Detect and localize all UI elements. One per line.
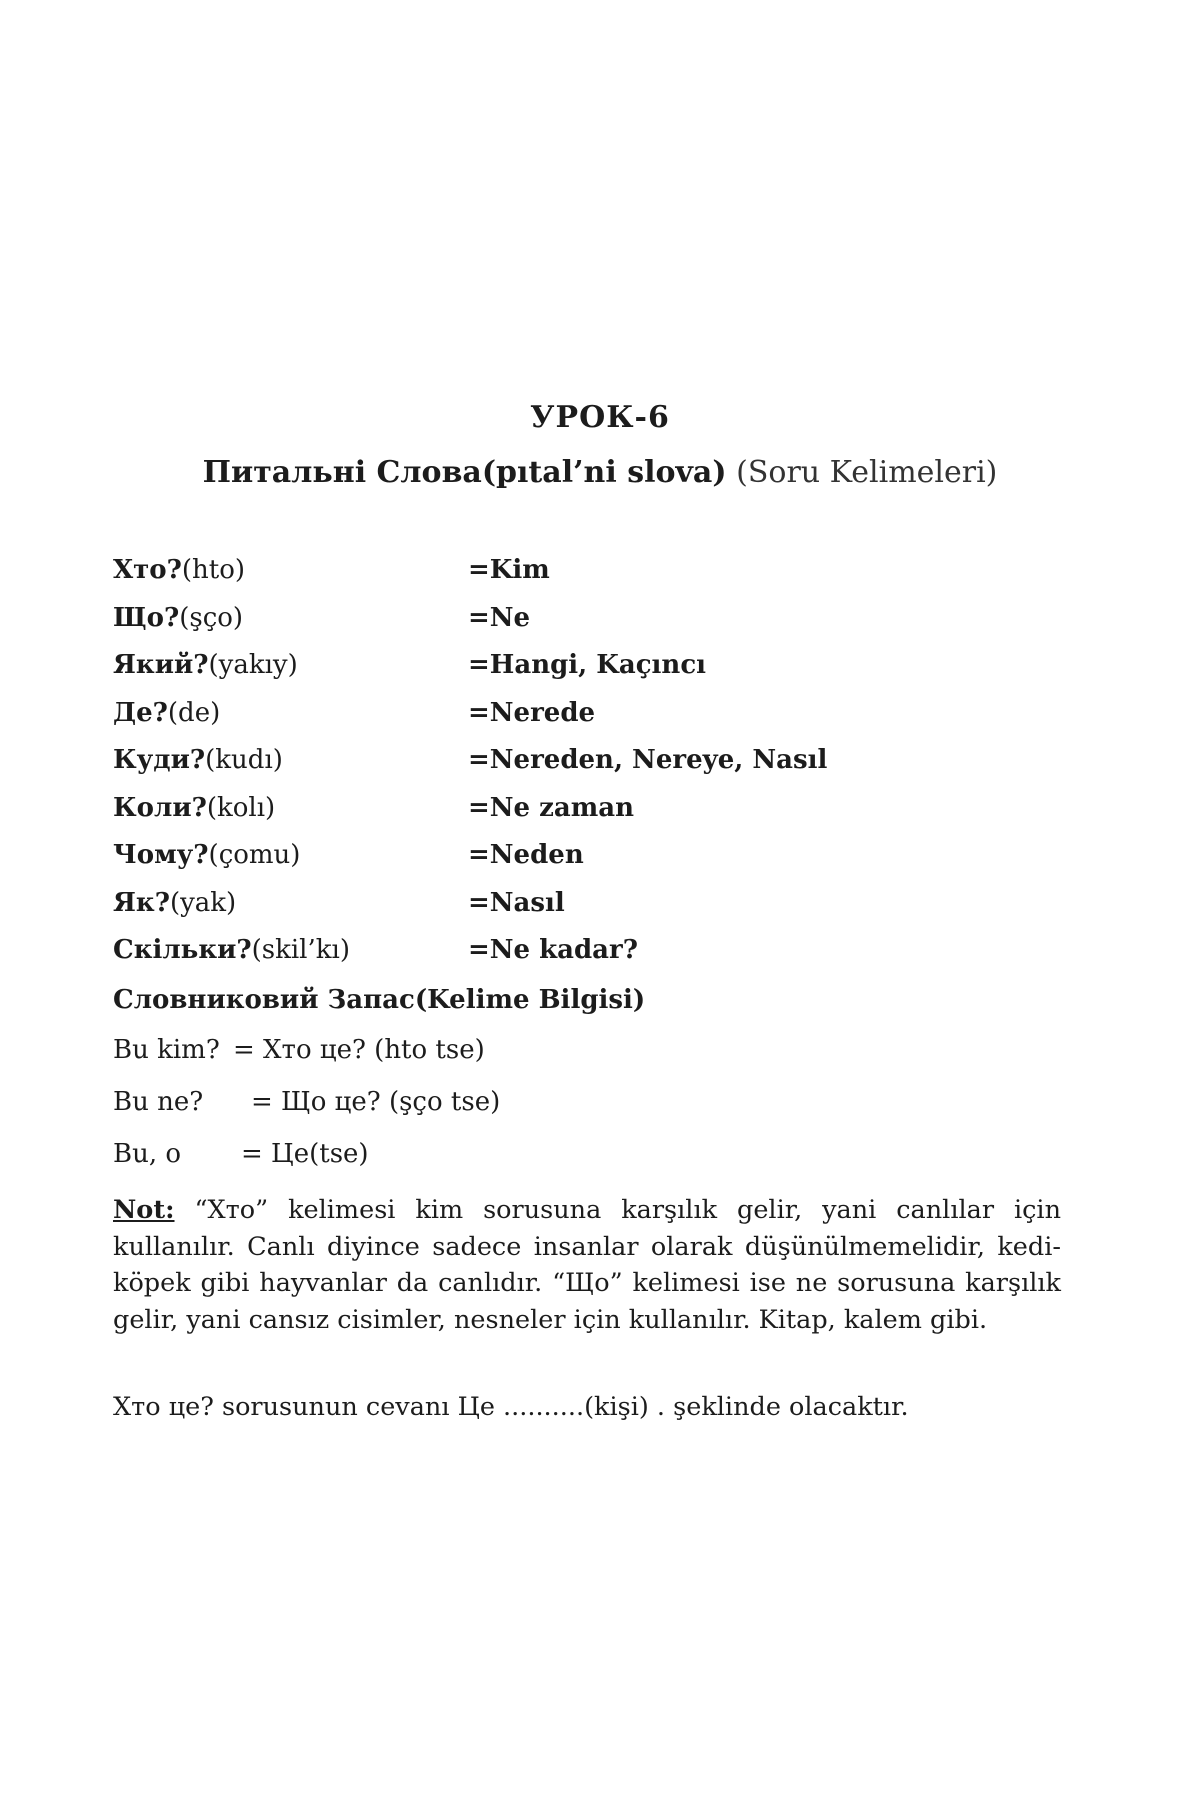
vocab-word: Куди?	[113, 745, 206, 775]
example-answer: = Що це? (şço tse)	[251, 1087, 501, 1117]
vocab-meaning: =Ne	[468, 602, 531, 633]
vocab-meaning: =Nereden, Nereye, Nasıl	[468, 745, 828, 775]
vocab-term	[113, 793, 275, 823]
vocab-translit: (kolı)	[206, 792, 276, 823]
vocab-word: Який?	[113, 650, 209, 680]
vocab-meaning: =Hangi, Kaçıncı	[468, 650, 707, 680]
vocabulary-list	[113, 555, 1063, 983]
vocab-word: Як?	[113, 887, 170, 918]
example-line	[113, 1035, 485, 1065]
vocab-meaning: =Ne zaman	[468, 792, 635, 823]
vocab-row	[113, 935, 1063, 983]
example-question: Bu ne?	[113, 1087, 204, 1117]
vocab-meaning: =Ne kadar?	[468, 935, 638, 965]
vocab-translit: (çomu)	[208, 840, 301, 870]
lesson-subtitle	[0, 455, 1200, 490]
vocab-term	[113, 650, 298, 680]
vocab-meaning: =Kim	[468, 555, 550, 585]
vocab-term	[113, 888, 236, 918]
vocab-row	[113, 745, 1063, 793]
vocab-translit: (hto)	[181, 555, 245, 585]
vocab-row	[113, 603, 1063, 651]
example-line	[113, 1139, 369, 1169]
vocab-term	[113, 935, 350, 965]
note-paragraph	[113, 1192, 1061, 1338]
section-heading: Словниковий Запас(Kelime Bilgisi)	[113, 985, 646, 1015]
note-text: “Хто” kelimesi kim sorusuna karşılık gelir, yani canlılar için kullanılır. Canlı diyince sadece insanlar olarak düşünülmemelidir, kedi-köpek gibi hayvanlar da canlıdır. “Що” kelimesi ise ne sorusuna karşılık gelir, yani cansız cisimler, nesneler için kullanılır. Kitap, kalem gibi.	[113, 1195, 1061, 1335]
example-question: Bu, o	[113, 1139, 182, 1169]
vocab-word: Скільки?	[113, 935, 252, 965]
vocab-term	[113, 745, 283, 775]
vocab-word: Де?	[113, 697, 168, 728]
vocab-row	[113, 793, 1063, 841]
vocab-term	[113, 698, 220, 728]
lesson-title: УРОК-6	[530, 400, 670, 435]
vocab-translit: (yak)	[169, 887, 237, 918]
vocab-row	[113, 650, 1063, 698]
example-answer: = Це(tse)	[241, 1139, 369, 1169]
vocab-term	[113, 555, 245, 585]
vocab-meaning: =Neden	[468, 840, 584, 870]
vocab-term	[113, 840, 300, 870]
vocab-meaning: =Nasıl	[468, 887, 565, 918]
vocab-translit: (de)	[167, 697, 221, 728]
vocab-row	[113, 888, 1063, 936]
example-question: Bu kim?	[113, 1035, 220, 1065]
vocab-word: Чому?	[113, 840, 209, 870]
vocab-word: Коли?	[113, 792, 207, 823]
example-line	[113, 1087, 500, 1117]
vocab-row	[113, 840, 1063, 888]
vocab-word: Хто?	[113, 555, 182, 585]
example-answer: = Хто це? (hto tse)	[233, 1035, 485, 1065]
answer-pattern-line: Хто це? sorusunun cevanı Це ..........(kişi) . şeklinde olacaktır.	[113, 1392, 909, 1422]
vocab-translit: (şço)	[179, 602, 244, 633]
vocab-term	[113, 603, 243, 633]
vocab-translit: (yakıy)	[208, 650, 298, 680]
vocab-word: Що?	[113, 602, 180, 633]
vocab-translit: (kudı)	[205, 745, 283, 775]
subtitle-translation: (Soru Kelimeleri)	[736, 455, 998, 490]
vocab-row	[113, 698, 1063, 746]
vocab-translit: (skil’kı)	[251, 935, 350, 965]
subtitle-main: Питальні Слова(pıtal’ni slova)	[202, 455, 727, 490]
note-label: Not:	[113, 1195, 175, 1225]
vocab-row	[113, 555, 1063, 603]
vocab-meaning: =Nerede	[468, 697, 596, 728]
